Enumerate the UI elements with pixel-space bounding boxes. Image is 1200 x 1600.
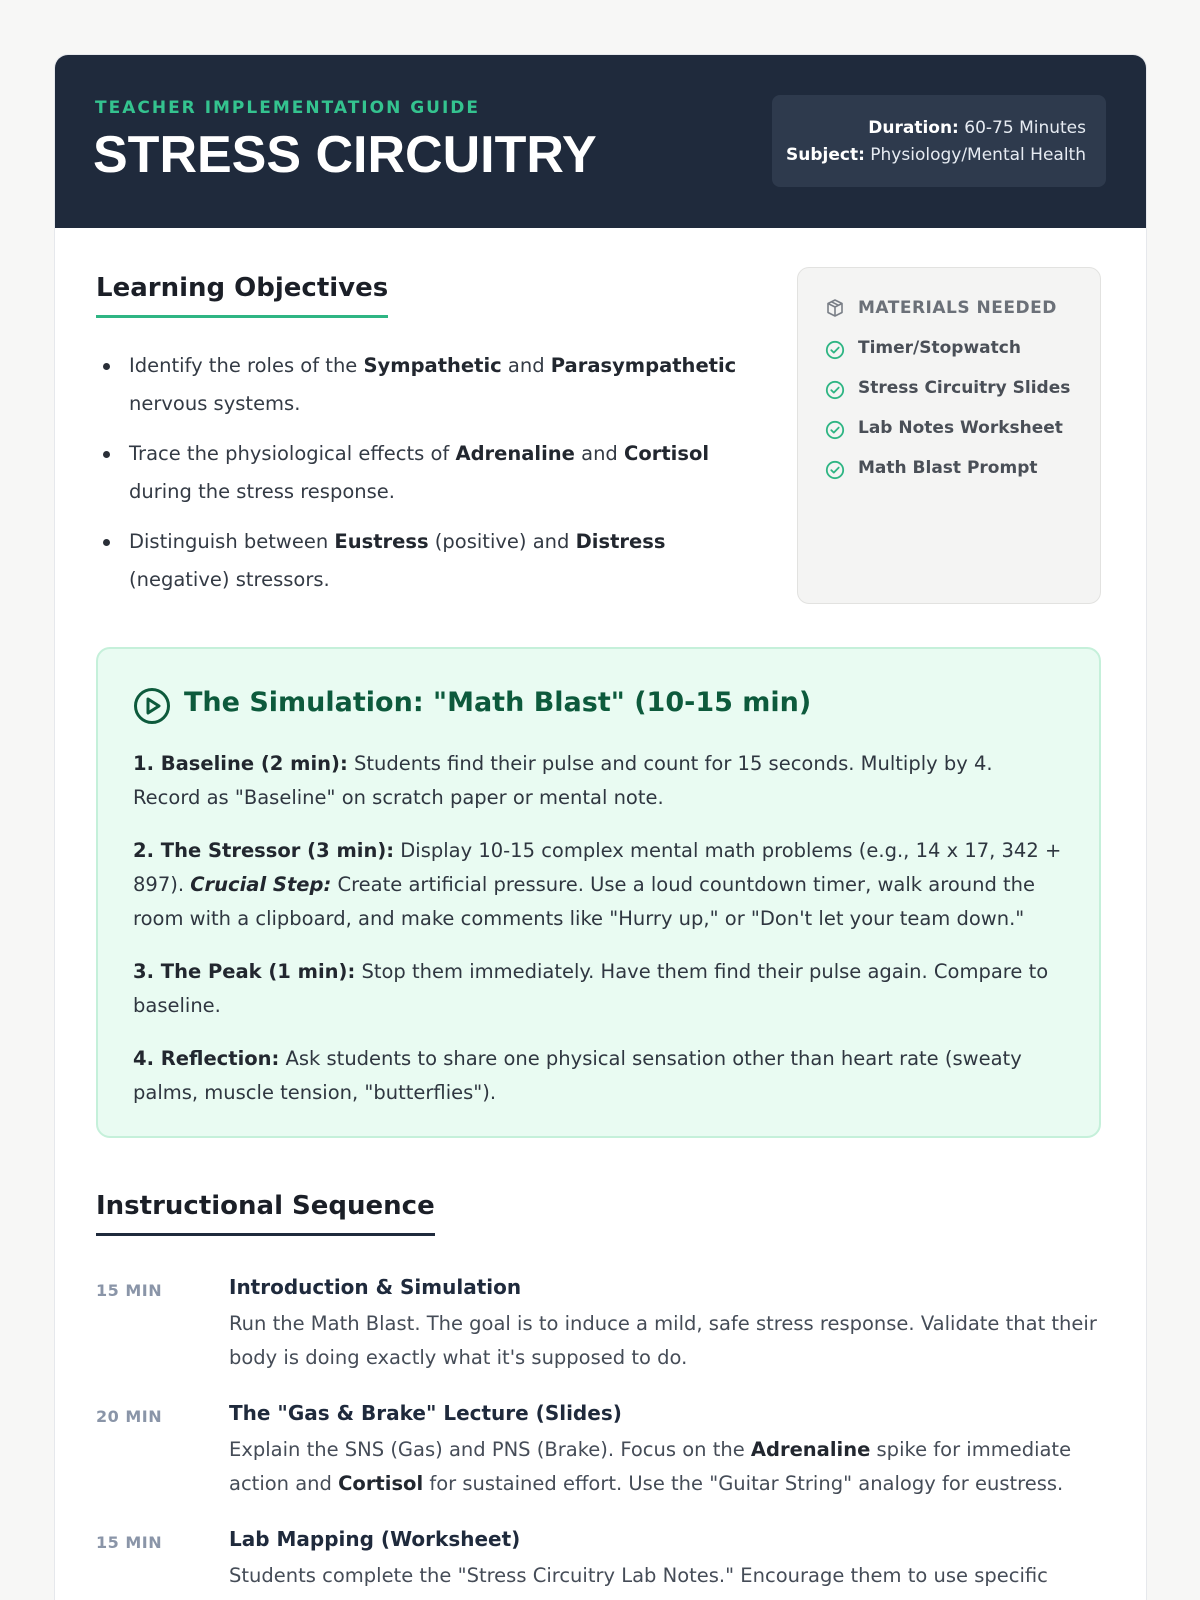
objective-text: Identify the roles of the: [129, 354, 364, 377]
simulation-step: [133, 955, 1063, 1023]
check-circle-icon: [825, 420, 845, 440]
play-circle-icon: [133, 687, 171, 725]
material-label: Timer/Stopwatch: [858, 338, 1021, 358]
step-text: Ask students to share one physical sensation other than heart rate (sweaty palms, muscle tension, "butterflies").: [133, 1047, 1022, 1104]
objective-text: and: [574, 442, 625, 465]
objectives-heading: Learning Objectives: [96, 273, 388, 318]
objective-item: [96, 523, 756, 599]
materials-panel: [797, 267, 1101, 604]
lesson-meta: [772, 95, 1106, 187]
objective-term: Parasympathetic: [550, 354, 737, 377]
step-emphasis: Crucial Step:: [190, 873, 332, 896]
objective-item: [96, 347, 756, 423]
subject-value: Physiology/Mental Health: [870, 145, 1086, 165]
guide-eyebrow: TEACHER IMPLEMENTATION GUIDE: [95, 98, 481, 118]
objective-term: Distress: [575, 530, 666, 553]
sequence-description: [229, 1433, 1101, 1501]
step-label: 4. Reflection:: [133, 1047, 280, 1070]
guide-header: [55, 55, 1146, 228]
simulation-panel: [96, 647, 1101, 1138]
sequence-term: Adrenaline: [750, 1438, 871, 1461]
check-circle-icon: [825, 380, 845, 400]
objective-term: Sympathetic: [363, 354, 502, 377]
sequence-time: 15 MIN: [96, 1281, 163, 1300]
materials-heading: MATERIALS NEEDED: [858, 298, 1057, 318]
sequence-title: Lab Mapping (Worksheet): [229, 1527, 521, 1551]
step-text: Display 10-15 complex mental math problems (e.g., 14 x 17, 342 + 897).: [133, 839, 1062, 896]
sequence-title: The "Gas & Brake" Lecture (Slides): [229, 1401, 622, 1425]
objective-text: Trace the physiological effects of: [129, 442, 456, 465]
duration-label: Duration:: [868, 118, 959, 138]
material-label: Math Blast Prompt: [858, 458, 1038, 478]
simulation-step: [133, 834, 1063, 936]
sequence-text: spike for immediate action and: [229, 1438, 1072, 1495]
objective-text: and: [501, 354, 551, 377]
material-label: Stress Circuitry Slides: [858, 378, 1071, 398]
objective-term: Cortisol: [624, 442, 710, 465]
step-label: 3. The Peak (1 min):: [133, 960, 356, 983]
sequence-title: Introduction & Simulation: [229, 1275, 522, 1299]
objective-term: Adrenaline: [455, 442, 575, 465]
check-circle-icon: [825, 340, 845, 360]
sequence-text: for sustained effort. Use the "Guitar String" analogy for eustress.: [423, 1472, 1064, 1495]
subject-line: [772, 142, 1086, 169]
objective-term: Eustress: [334, 530, 429, 553]
sequence-description: Students complete the "Stress Circuitry Lab Notes." Encourage them to use specific: [229, 1564, 1048, 1587]
box-icon: [825, 298, 845, 318]
objective-text: (positive) and: [428, 530, 576, 553]
guide-card: [54, 54, 1147, 1600]
objective-text: Distinguish between: [129, 530, 335, 553]
simulation-step: [133, 747, 1063, 815]
sequence-term: Cortisol: [338, 1472, 424, 1495]
simulation-title: The Simulation: "Math Blast" (10-15 min): [184, 687, 812, 718]
sequence-time: 20 MIN: [96, 1407, 163, 1426]
step-label: 2. The Stressor (3 min):: [133, 839, 395, 862]
step-text: Stop them immediately. Have them find their pulse again. Compare to baseline.: [133, 960, 1049, 1017]
step-label: 1. Baseline (2 min):: [133, 752, 348, 775]
sequence-description: Run the Math Blast. The goal is to induce a mild, safe stress response. Validate that their body is doing exactly what it's supposed to do.: [229, 1312, 1097, 1369]
sequence-text: Explain the SNS (Gas) and PNS (Brake). Focus on the: [229, 1438, 751, 1461]
check-circle-icon: [825, 460, 845, 480]
duration-line: [772, 115, 1086, 142]
sequence-time: 15 MIN: [96, 1533, 163, 1552]
objective-item: [96, 435, 756, 511]
objective-text: nervous systems.: [129, 392, 301, 415]
step-text: Students find their pulse and count for 15 seconds. Multiply by 4. Record as "Baseline" on scratch paper or mental note.: [133, 752, 993, 809]
objectives-list: [96, 347, 756, 611]
simulation-step: [133, 1042, 1063, 1110]
sequence-heading: Instructional Sequence: [96, 1191, 435, 1236]
step-text: Create artificial pressure. Use a loud countdown timer, walk around the room with a clipboard, and make comments like "Hurry up," or "Don't let your team down.": [133, 873, 1036, 930]
simulation-steps: [133, 747, 1063, 1129]
duration-value: 60-75 Minutes: [964, 118, 1086, 138]
subject-label: Subject:: [786, 145, 865, 165]
page-title: STRESS CIRCUITRY: [93, 126, 597, 184]
material-label: Lab Notes Worksheet: [858, 418, 1063, 438]
objective-text: during the stress response.: [129, 480, 395, 503]
objective-text: (negative) stressors.: [129, 568, 330, 591]
